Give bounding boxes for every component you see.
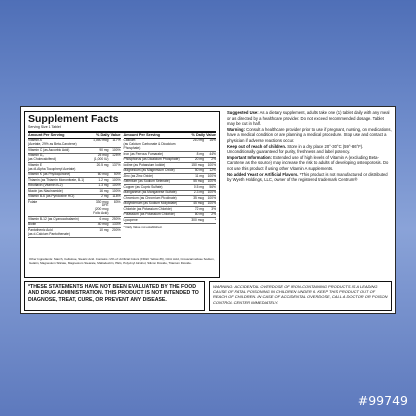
directions-text (227, 110, 392, 278)
paragraph-heading: No added Yeast or Artificial Flavors. (227, 171, 299, 177)
dv-header: % Daily Value (96, 133, 121, 137)
nutrient-dv: 16% (209, 138, 216, 143)
item-code: #99749 (357, 393, 408, 408)
right-column (124, 133, 217, 238)
nutrient-dv: 118% (112, 194, 121, 199)
serving-size: Serving Size 1 Tablet (28, 125, 216, 133)
nutrient-name: Copper (as Cupric Sulfate) (123, 184, 163, 189)
panel-title: Supplement Facts (28, 113, 119, 125)
nutrient-name: Folate (28, 199, 38, 204)
nutrient-dv: 56% (209, 184, 216, 189)
supplement-label (20, 106, 396, 314)
directions-paragraph (227, 144, 392, 155)
nutrient-dv: 50% (113, 172, 121, 177)
nutrient-amount: 35 mcg (193, 195, 204, 200)
nutrient-amount: 0.5 mg (193, 184, 204, 189)
nutrient-amount: 10 mg (99, 227, 109, 232)
nutrient-dv: 3% (211, 206, 216, 211)
paragraph-body: Store in a dry place 20°-30°C (59°-86°F). Unconditionally guaranteed for purity, freshness and label potency. (227, 143, 364, 155)
nutrient-name: Magnesium (as Magnesium Oxide) (123, 168, 175, 173)
footnote: * Daily Value not established. (123, 224, 163, 229)
nutrient-amount: 25 mcg (1,000 IU) (93, 153, 109, 162)
nutrient-amount: 150 mcg (191, 162, 204, 167)
nutrient-amount: 16 mg (99, 188, 109, 193)
nutrient-dv: 137% (112, 162, 121, 167)
nutrient-name: Zinc (as Zinc Oxide) (123, 173, 153, 178)
nutrient-amount: 40 mcg (97, 222, 109, 227)
nutrient-dv: 133% (112, 222, 121, 227)
other-ingredients: Other Ingredients: Starch, Cellulose, Stearic Acid. Contains <2% of: Artificial Colors (FD&C Yellow #6), Citric Acid, Crosscarmellose Sodium, Gelatin, Magnesium Silicate, Magnesium Stearate, Maltodextrin, PEG, Polyvinyl Alcohol, Silicon Dioxide, Titanium Dioxide. (29, 257, 215, 265)
nutrient-dv: 100% (207, 179, 216, 184)
nutrient-name: Potassium (as Potassium Chloride) (123, 212, 175, 217)
paragraph-heading: Suggested Use: (227, 110, 259, 115)
nutrient-dv: 200% (112, 227, 121, 232)
nutrient-name: Riboflavin (Vitamin B-2) (28, 183, 63, 188)
directions-paragraph (227, 110, 392, 127)
nutrient-dv: 2% (211, 212, 216, 217)
nutrient-amount: 11 mg (195, 173, 204, 178)
nutrient-amount: 80 mg (194, 212, 204, 217)
nutrient-name: Chloride (as Potassium Chloride) (123, 206, 172, 211)
nutrient-row (124, 139, 217, 152)
nutrient-dv: 100% (207, 173, 216, 178)
directions-paragraph (227, 127, 392, 144)
nutrient-dv: * (214, 217, 216, 222)
nutrient-name: Selenium (as Sodium Selenate) (123, 179, 170, 184)
nutrient-dv: 2% (211, 157, 216, 162)
nutrient-dv: 100% (112, 147, 121, 152)
nutrient-name: Vitamin B-6 (as Pyridoxine HCl) (28, 194, 75, 199)
nutrient-name: Vitamin K (as Phylloquinone) (28, 172, 71, 177)
amount-header: Amount Per Serving (123, 133, 160, 137)
nutrient-amount: 90 mg (99, 147, 109, 152)
nutrient-amount: 330 mcg DFE (200 mcg Folic Acid) (93, 199, 109, 216)
paragraph-heading: Warning: (227, 126, 245, 132)
nutrient-amount: 2 mg (101, 194, 109, 199)
paragraph-body: Extended use of high levels of Vitamin A (excluding Beta-Carotene as the source) may increase the risk to adults of developing osteoporosis. Do not use this product if using other Vitamin A supplements. (227, 154, 389, 171)
nutrient-dv: 100% (207, 201, 216, 206)
nutrient-amount: 1,050 mcg (93, 138, 109, 143)
nutrient-name: Manganese (as Manganese Sulfate) (123, 190, 177, 195)
nutrient-name: Vitamin E (as dl-Alpha Tocopheryl Acetate) (28, 162, 76, 171)
fda-statement: *THESE STATEMENTS HAVE NOT BEEN EVALUATED BY THE FOOD AND DRUG ADMINISTRATION. THIS PRODUCT IS NOT INTENDED TO DIAGNOSE, TREAT, CURE, OR PREVENT ANY DISEASE. (24, 281, 205, 311)
nutrient-name: Vitamin D₃ (as Cholecalciferol) (28, 153, 57, 162)
nutrient-amount: 1.3 mg (98, 183, 109, 188)
nutrient-name: Vitamin B-12 (as Cyanocobalamin) (28, 216, 79, 221)
nutrient-dv: 250% (112, 216, 121, 221)
nutrient-name: Lycopene (123, 217, 138, 222)
nutrient-name: Vitamin C (as Ascorbic Acid) (28, 147, 70, 152)
paragraph-body: As a dietary supplement, adults take one (1) tablet daily with any meal or as directed by a healthcare provider. Do not exceed recommended dosage. Tablet may be cut in half. (227, 110, 390, 127)
nutrient-name: Thiamin (as Thiamin Mononitrate, B-1) (28, 177, 85, 182)
nutrient-row (28, 200, 121, 217)
nutrient-amount: 55 mcg (193, 179, 204, 184)
directions-paragraph (227, 155, 392, 172)
nutrient-row (28, 228, 121, 237)
nutrient-dv: 100% (112, 177, 121, 182)
nutrient-amount: 210 mg (193, 138, 204, 143)
nutrient-dv: 125% (112, 153, 121, 158)
paragraph-heading: Important Information: (227, 154, 272, 160)
nutrient-amount: 1.2 mg (98, 177, 109, 182)
nutrient-name: Vitamin A (Acetate, 29% as Beta-Carotene) (28, 138, 77, 147)
nutrient-dv: 100% (207, 162, 216, 167)
nutrient-dv: 12% (209, 168, 216, 173)
nutrient-dv: 83% (113, 199, 121, 204)
paragraph-heading: Keep out of reach of children. (227, 143, 287, 149)
nutrient-amount: 20 mg (194, 157, 204, 162)
nutrient-dv: 100% (112, 183, 121, 188)
iron-warning: WARNING: ACCIDENTAL OVERDOSE OF IRON-CONTAINING PRODUCTS IS A LEADING CAUSE OF FATAL POISONING IN CHILDREN UNDER 6. KEEP THIS PRODUCT OUT OF REACH OF CHILDREN. IN CASE OF ACCIDENTAL OVERDOSE, CALL A DOCTOR OR POISON CONTROL CENTER IMMEDIATELY. (209, 281, 392, 311)
nutrient-amount: 45 mcg (193, 201, 204, 206)
nutrient-amount: 20.5 mg (96, 162, 109, 167)
nutrient-amount: 8 mg (196, 151, 204, 156)
nutrient-name: Iron (as Ferrous Fumarate) (123, 151, 164, 156)
nutrient-amount: 300 mcg (191, 217, 204, 222)
nutrient-name: Molybdenum (as Sodium Molybdate) (123, 201, 178, 206)
nutrient-amount: 72 mg (194, 206, 204, 211)
nutrient-dv: 100% (207, 195, 216, 200)
nutrient-name: Biotin (28, 222, 37, 227)
nutrient-name: Calcium (as Calcium Carbonate & Dicalcium Phosphate) (123, 138, 176, 151)
directions-paragraph (227, 172, 392, 183)
paragraph-body: Consult a healthcare provider prior to use if pregnant, nursing, on medications, have a medical condition or are planning a medical procedure. Stop use and contact a physician if adverse reactions occur. (227, 126, 392, 143)
nutrient-amount: 50 mg (194, 168, 204, 173)
nutrient-row (28, 154, 121, 163)
nutrient-amount: 60 mcg (97, 172, 109, 177)
amount-header: Amount Per Serving (28, 133, 65, 137)
nutrient-dv: 44% (209, 151, 216, 156)
nutrient-amount: 6 mcg (99, 216, 109, 221)
nutrient-dv: 100% (112, 188, 121, 193)
left-column (28, 133, 121, 238)
nutrient-name: Chromium (as Chromium Picolinate) (123, 195, 177, 200)
nutrient-name: Pantothenic Acid (as d-Calcium Pantothenate) (28, 227, 70, 236)
nutrient-amount: 2.3 mg (193, 190, 204, 195)
nutrient-name: Iodine (as Potassium Iodide) (123, 162, 166, 167)
nutrient-row (28, 139, 121, 148)
dv-header: % Daily Value (191, 133, 216, 137)
nutrient-name: Niacin (as Niacinamide) (28, 188, 63, 193)
nutrient-name: Phosphorus (as Dicalcium Phosphate) (123, 157, 180, 162)
paragraph-body: *This product is not manufactured or distributed by Wyeth Holdings, LLC, owner of the registered trademark Centrum® (227, 171, 388, 183)
nutrient-dv: 100% (207, 190, 216, 195)
nutrient-dv: 117% (112, 138, 121, 143)
supplement-facts-panel (24, 111, 220, 278)
